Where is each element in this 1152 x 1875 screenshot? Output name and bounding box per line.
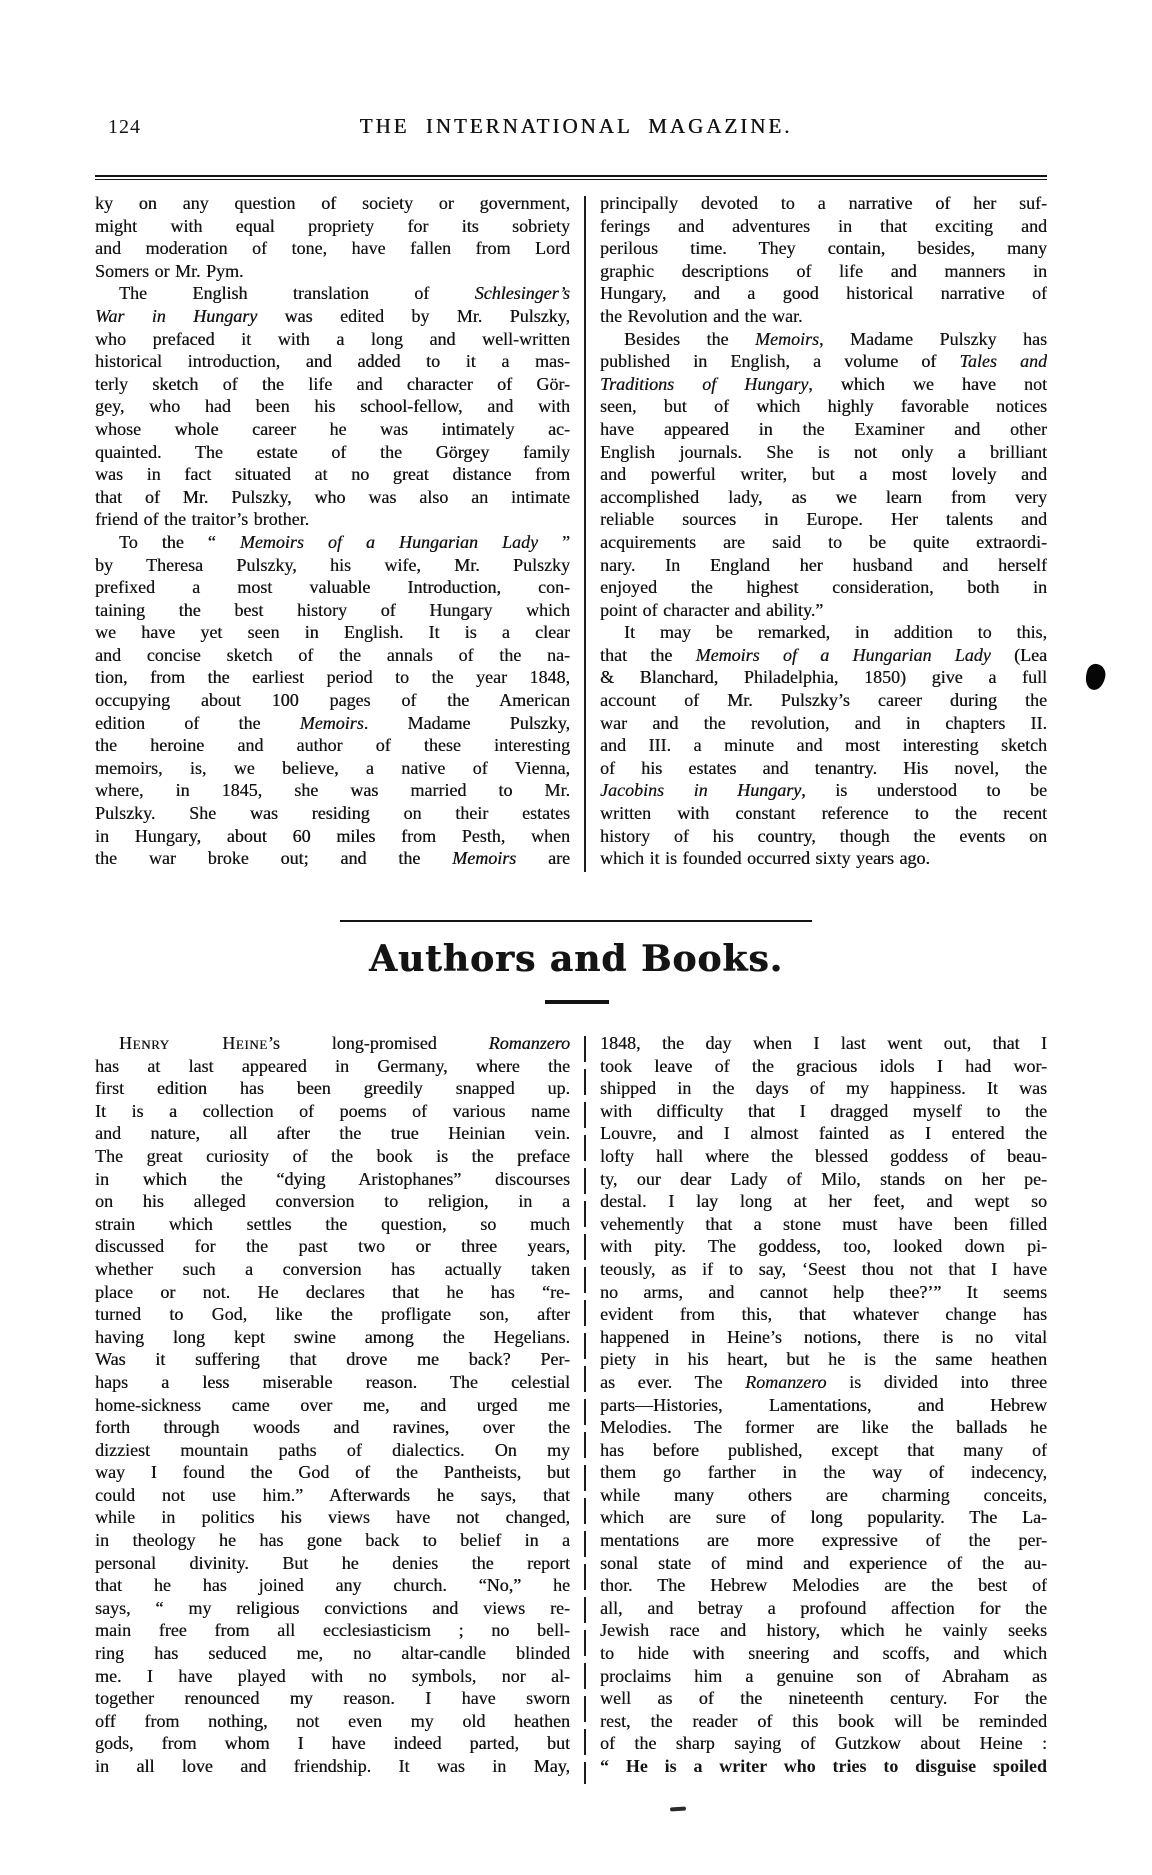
- text-line: haps a less miserable reason. The celestial: [95, 1371, 570, 1392]
- text-line: ky on any question of society or government,: [95, 193, 570, 213]
- text-line: Pulszky. She was residing on their estates: [95, 803, 570, 824]
- text-line: and III. a minute and most interesting sketch: [600, 735, 1047, 756]
- text-line: published in English, a volume of Tales and: [600, 351, 1047, 372]
- text-line: lofty hall where the blessed goddess of beau-: [600, 1145, 1047, 1166]
- ink-blot-artifact: [1084, 662, 1108, 691]
- text-line: It may be remarked, in addition to this,: [624, 622, 1047, 643]
- text-line: on his alleged conversion to religion, in a: [95, 1191, 570, 1212]
- text-line: terly sketch of the life and character of Gör-: [95, 373, 570, 394]
- text-line: to hide with sneering and scoffs, and which: [600, 1643, 1047, 1664]
- text-line: and nature, all after the true Heinian vein.: [95, 1123, 570, 1144]
- text-line: and powerful writer, but a most lovely and: [600, 464, 1047, 485]
- text-line: history of his country, though the events on: [600, 825, 1047, 846]
- text-line: gods, from whom I have indeed parted, but: [95, 1733, 570, 1754]
- text-line: seen, but of which highly favorable notices: [600, 396, 1047, 417]
- column-divider-bottom: [584, 1036, 586, 1784]
- bottom-left-column: [95, 1032, 570, 1778]
- text-line: Traditions of Hungary, which we have not: [600, 373, 1047, 394]
- text-line: took leave of the gracious idols I had wor-: [600, 1055, 1047, 1076]
- text-line: where, in 1845, she was married to Mr.: [95, 780, 570, 801]
- text-line: memoirs, is, we believe, a native of Vienna,: [95, 757, 570, 778]
- text-line: was in fact situated at no great distance from: [95, 464, 570, 485]
- text-line: reliable sources in Europe. Her talents and: [600, 509, 1047, 530]
- text-line: prefixed a most valuable Introduction, con-: [95, 577, 570, 598]
- text-line: in all love and friendship. It was in May,: [95, 1756, 570, 1776]
- text-line: teously, as if to say, ‘Seest thou not that I have: [600, 1258, 1047, 1279]
- text-line: principally devoted to a narrative of her suf-: [600, 193, 1047, 213]
- smudge-artifact: [670, 1806, 686, 1811]
- text-line: evident from this, that whatever change has: [600, 1304, 1047, 1325]
- text-line: way I found the God of the Pantheists, but: [95, 1462, 570, 1483]
- text-line: 1848, the day when I last went out, that I: [600, 1033, 1047, 1053]
- text-line: tion, from the earliest period to the year 1848,: [95, 667, 570, 688]
- text-line: might with equal propriety for its sobriety: [95, 215, 570, 236]
- text-line: vehemently that a stone must have been filled: [600, 1213, 1047, 1234]
- text-line: The great curiosity of the book is the preface: [95, 1145, 570, 1166]
- magazine-title: THE INTERNATIONAL MAGAZINE.: [359, 114, 793, 138]
- text-line: have appeared in the Examiner and other: [600, 418, 1047, 439]
- text-line: acquirements are said to be quite extraordi-: [600, 531, 1047, 552]
- text-line: which it is founded occurred sixty years ago.: [600, 848, 930, 869]
- section-title: Authors and Books.: [368, 938, 784, 980]
- text-line: while in politics his views have not changed,: [95, 1507, 570, 1528]
- text-line: could not use him.” Afterwards he says, that: [95, 1484, 570, 1505]
- text-line: War in Hungary was edited by Mr. Pulszky,: [95, 305, 570, 326]
- section-title-underline: [545, 1000, 609, 1004]
- text-line: sonal state of mind and experience of the au-: [600, 1552, 1047, 1573]
- text-line: edition of the Memoirs. Madame Pulszky,: [95, 712, 570, 733]
- text-line: that he has joined any church. “No,” he: [95, 1575, 570, 1596]
- text-line: having long kept swine among the Hegelians.: [95, 1326, 570, 1347]
- text-line: rest, the reader of this book will be reminded: [600, 1710, 1047, 1731]
- text-line: Besides the Memoirs, Madame Pulszky has: [624, 328, 1047, 349]
- bottom-right-column: [600, 1032, 1047, 1778]
- text-line: personal divinity. But he denies the report: [95, 1552, 570, 1573]
- text-line: It is a collection of poems of various name: [95, 1100, 570, 1121]
- text-line: as ever. The Romanzero is divided into three: [600, 1371, 1047, 1392]
- text-line: the heroine and author of these interesting: [95, 735, 570, 756]
- top-right-column: [600, 192, 1047, 870]
- text-line: war and the revolution, and in chapters II.: [600, 712, 1047, 733]
- text-line: ty, our dear Lady of Milo, stands on her pe-: [600, 1168, 1047, 1189]
- text-line: of the sharp saying of Gutzkow about Heine :: [600, 1733, 1047, 1754]
- text-line: while many others are charming conceits,: [600, 1484, 1047, 1505]
- text-line: Melodies. The former are like the ballads he: [600, 1417, 1047, 1438]
- text-line: all, and betray a profound affection for the: [600, 1597, 1047, 1618]
- text-line: point of character and ability.”: [600, 599, 824, 620]
- text-line: off from nothing, not even my old heathen: [95, 1710, 570, 1731]
- text-line: English journals. She is not only a brilliant: [600, 441, 1047, 462]
- text-line: the Revolution and the war.: [600, 305, 803, 326]
- text-line: ferings and adventures in that exciting and: [600, 215, 1047, 236]
- text-line: & Blanchard, Philadelphia, 1850) give a full: [600, 667, 1047, 688]
- text-line: first edition has been greedily snapped up.: [95, 1078, 570, 1099]
- text-line: of his estates and tenantry. His novel, the: [600, 757, 1047, 778]
- text-line: graphic descriptions of life and manners in: [600, 260, 1047, 281]
- text-line: historical introduction, and added to it a mas-: [95, 351, 570, 372]
- text-line: written with constant reference to the recent: [600, 803, 1047, 824]
- text-line: shipped in the days of my happiness. It was: [600, 1078, 1047, 1099]
- text-line: friend of the traitor’s brother.: [95, 509, 310, 530]
- top-left-column: [95, 192, 570, 870]
- text-line: dizziest mountain paths of dialectics. On my: [95, 1439, 570, 1460]
- text-line: forth through woods and ravines, over the: [95, 1417, 570, 1438]
- text-line: turned to God, like the profligate son, after: [95, 1304, 570, 1325]
- text-line: no arms, and cannot help thee?’” It seems: [600, 1281, 1047, 1302]
- page-number: 124: [108, 116, 141, 138]
- text-line: that the Memoirs of a Hungarian Lady (Lea: [600, 644, 1047, 665]
- text-line: nary. In England her husband and herself: [600, 554, 1047, 575]
- text-line: strain which settles the question, so much: [95, 1213, 570, 1234]
- text-line: in Hungary, about 60 miles from Pesth, when: [95, 825, 570, 846]
- text-line: has at last appeared in Germany, where the: [95, 1055, 570, 1076]
- text-line: taining the best history of Hungary which: [95, 599, 570, 620]
- text-line: me. I have played with no symbols, nor al-: [95, 1665, 570, 1686]
- text-line: in theology he has gone back to belief in a: [95, 1530, 570, 1551]
- text-line: the war broke out; and the Memoirs are: [95, 848, 570, 869]
- text-line: home-sickness came over me, and urged me: [95, 1394, 570, 1415]
- text-line: Was it suffering that drove me back? Per-: [95, 1349, 570, 1370]
- text-line: Henry Heine’s long-promised Romanzero: [119, 1033, 570, 1053]
- section-divider-rule: [340, 920, 812, 922]
- text-line: enjoyed the highest consideration, both in: [600, 577, 1047, 598]
- text-line: occupying about 100 pages of the American: [95, 690, 570, 711]
- text-line: accomplished lady, as we learn from very: [600, 486, 1047, 507]
- text-line: “ He is a writer who tries to disguise spoiled: [600, 1756, 1047, 1776]
- text-line: has before published, except that many of: [600, 1439, 1047, 1460]
- text-line: perilous time. They contain, besides, many: [600, 238, 1047, 259]
- text-line: and concise sketch of the annals of the na-: [95, 644, 570, 665]
- text-line: main free from all ecclesiasticism ; no bell-: [95, 1620, 570, 1641]
- text-line: destal. I lay long at her feet, and wept so: [600, 1191, 1047, 1212]
- text-line: who prefaced it with a long and well-written: [95, 328, 570, 349]
- text-line: with pity. The goddess, too, looked down pi-: [600, 1236, 1047, 1257]
- text-line: Somers or Mr. Pym.: [95, 260, 244, 281]
- text-line: we have yet seen in English. It is a clear: [95, 622, 570, 643]
- text-line: To the “ Memoirs of a Hungarian Lady ”: [119, 531, 570, 552]
- text-line: place or not. He declares that he has “re-: [95, 1281, 570, 1302]
- text-line: well as of the nineteenth century. For the: [600, 1688, 1047, 1709]
- text-line: in which the “dying Aristophanes” discourses: [95, 1168, 570, 1189]
- text-line: whether such a conversion has actually taken: [95, 1258, 570, 1279]
- text-line: account of Mr. Pulszky’s career during the: [600, 690, 1047, 711]
- header-rule: [95, 175, 1047, 180]
- text-line: The English translation of Schlesinger’s: [119, 283, 570, 304]
- text-line: proclaims him a genuine son of Abraham as: [600, 1665, 1047, 1686]
- text-line: ring has seduced me, no altar-candle blinded: [95, 1643, 570, 1664]
- text-line: Jacobins in Hungary, is understood to be: [600, 780, 1047, 801]
- text-line: parts—Histories, Lamentations, and Hebrew: [600, 1394, 1047, 1415]
- text-line: with difficulty that I dragged myself to the: [600, 1100, 1047, 1121]
- text-line: Hungary, and a good historical narrative of: [600, 283, 1047, 304]
- column-divider-top: [584, 196, 586, 872]
- text-line: them go farther in the way of indecency,: [600, 1462, 1047, 1483]
- text-line: together renounced my reason. I have sworn: [95, 1688, 570, 1709]
- text-line: quainted. The estate of the Görgey family: [95, 441, 570, 462]
- text-line: gey, who had been his school-fellow, and with: [95, 396, 570, 417]
- text-line: piety in his heart, but he is the same heathen: [600, 1349, 1047, 1370]
- text-line: Louvre, and I almost fainted as I entered the: [600, 1123, 1047, 1144]
- text-line: whose whole career he was intimately ac-: [95, 418, 570, 439]
- text-line: says, “ my religious convictions and views re-: [95, 1597, 570, 1618]
- text-line: that of Mr. Pulszky, who was also an intimate: [95, 486, 570, 507]
- text-line: and moderation of tone, have fallen from Lord: [95, 238, 570, 259]
- text-line: by Theresa Pulszky, his wife, Mr. Pulszky: [95, 554, 570, 575]
- text-line: Jewish race and history, which he vainly seeks: [600, 1620, 1047, 1641]
- text-line: which are sure of long popularity. The La-: [600, 1507, 1047, 1528]
- text-line: discussed for the past two or three years,: [95, 1236, 570, 1257]
- text-line: mentations are more expressive of the per-: [600, 1530, 1047, 1551]
- text-line: happened in Heine’s notions, there is no vital: [600, 1326, 1047, 1347]
- text-line: thor. The Hebrew Melodies are the best of: [600, 1575, 1047, 1596]
